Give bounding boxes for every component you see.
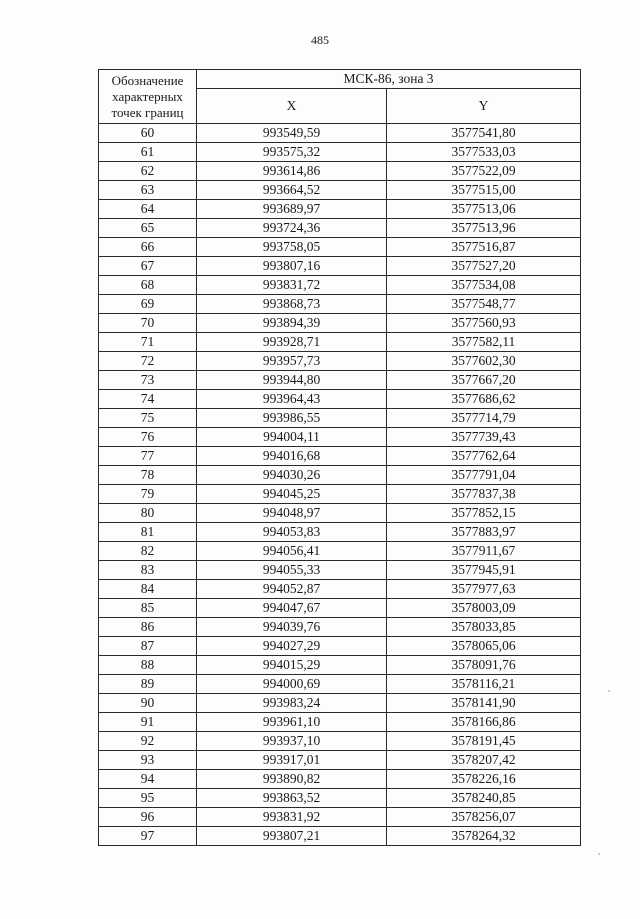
table-row <box>99 409 581 428</box>
x-coordinate-cell: 993890,82 <box>197 770 387 789</box>
point-number-cell: 75 <box>99 409 197 428</box>
table-row <box>99 694 581 713</box>
table-row <box>99 200 581 219</box>
y-coordinate-cell: 3577714,79 <box>387 409 581 428</box>
point-number-cell: 90 <box>99 694 197 713</box>
table-row <box>99 618 581 637</box>
y-coordinate-cell: 3578003,09 <box>387 599 581 618</box>
point-number-cell: 97 <box>99 827 197 846</box>
x-coordinate-cell: 993986,55 <box>197 409 387 428</box>
table-row <box>99 124 581 143</box>
point-number-cell: 96 <box>99 808 197 827</box>
point-number-cell: 92 <box>99 732 197 751</box>
point-number-cell: 61 <box>99 143 197 162</box>
table-row <box>99 371 581 390</box>
point-number-cell: 69 <box>99 295 197 314</box>
y-coordinate-cell: 3577977,63 <box>387 580 581 599</box>
y-coordinate-cell: 3578141,90 <box>387 694 581 713</box>
point-number-cell: 72 <box>99 352 197 371</box>
y-coordinate-cell: 3577837,38 <box>387 485 581 504</box>
point-number-cell: 68 <box>99 276 197 295</box>
y-coordinate-cell: 3577527,20 <box>387 257 581 276</box>
point-number-cell: 83 <box>99 561 197 580</box>
point-number-cell: 84 <box>99 580 197 599</box>
point-number-cell: 86 <box>99 618 197 637</box>
point-number-cell: 73 <box>99 371 197 390</box>
x-coordinate-cell: 993894,39 <box>197 314 387 333</box>
y-coordinate-cell: 3578166,86 <box>387 713 581 732</box>
table-row <box>99 808 581 827</box>
table-row <box>99 504 581 523</box>
table-row <box>99 219 581 238</box>
point-number-cell: 63 <box>99 181 197 200</box>
point-number-cell: 65 <box>99 219 197 238</box>
x-coordinate-cell: 993724,36 <box>197 219 387 238</box>
y-coordinate-cell: 3578264,32 <box>387 827 581 846</box>
point-number-cell: 89 <box>99 675 197 694</box>
x-coordinate-cell: 993664,52 <box>197 181 387 200</box>
point-number-cell: 93 <box>99 751 197 770</box>
y-coordinate-cell: 3577602,30 <box>387 352 581 371</box>
x-coordinate-cell: 993983,24 <box>197 694 387 713</box>
scan-speck <box>598 853 600 855</box>
table-row <box>99 181 581 200</box>
point-number-cell: 82 <box>99 542 197 561</box>
y-coordinate-cell: 3577513,06 <box>387 200 581 219</box>
y-coordinate-cell: 3578191,45 <box>387 732 581 751</box>
y-coordinate-cell: 3578033,85 <box>387 618 581 637</box>
y-coordinate-cell: 3578256,07 <box>387 808 581 827</box>
x-coordinate-cell: 994027,29 <box>197 637 387 656</box>
table-row <box>99 162 581 181</box>
table-row <box>99 352 581 371</box>
x-coordinate-cell: 994053,83 <box>197 523 387 542</box>
point-number-cell: 67 <box>99 257 197 276</box>
x-coordinate-cell: 994055,33 <box>197 561 387 580</box>
coordinates-table <box>98 69 581 846</box>
y-coordinate-cell: 3577534,08 <box>387 276 581 295</box>
x-coordinate-cell: 994052,87 <box>197 580 387 599</box>
y-coordinate-cell: 3577533,03 <box>387 143 581 162</box>
table-row <box>99 675 581 694</box>
x-coordinate-cell: 993831,72 <box>197 276 387 295</box>
table-row <box>99 827 581 846</box>
y-coordinate-cell: 3577911,67 <box>387 542 581 561</box>
y-coordinate-cell: 3577548,77 <box>387 295 581 314</box>
x-coordinate-cell: 993758,05 <box>197 238 387 257</box>
x-coordinate-cell: 993807,21 <box>197 827 387 846</box>
table-row <box>99 732 581 751</box>
table-row <box>99 466 581 485</box>
table-row <box>99 295 581 314</box>
x-coordinate-cell: 993957,73 <box>197 352 387 371</box>
table-row <box>99 390 581 409</box>
x-coordinate-cell: 993944,80 <box>197 371 387 390</box>
x-coordinate-cell: 994056,41 <box>197 542 387 561</box>
point-number-cell: 87 <box>99 637 197 656</box>
table-row <box>99 143 581 162</box>
page-number: 485 <box>311 33 329 47</box>
header-y: Y <box>387 89 581 124</box>
point-number-cell: 60 <box>99 124 197 143</box>
table-row <box>99 580 581 599</box>
coordinates-table-body <box>99 124 581 846</box>
table-row <box>99 257 581 276</box>
y-coordinate-cell: 3577541,80 <box>387 124 581 143</box>
x-coordinate-cell: 993937,10 <box>197 732 387 751</box>
point-number-cell: 70 <box>99 314 197 333</box>
x-coordinate-cell: 993964,43 <box>197 390 387 409</box>
point-number-cell: 85 <box>99 599 197 618</box>
table-row <box>99 713 581 732</box>
y-coordinate-cell: 3577513,96 <box>387 219 581 238</box>
point-number-cell: 74 <box>99 390 197 409</box>
x-coordinate-cell: 993961,10 <box>197 713 387 732</box>
table-row <box>99 637 581 656</box>
point-number-cell: 95 <box>99 789 197 808</box>
y-coordinate-cell: 3577686,62 <box>387 390 581 409</box>
point-number-cell: 81 <box>99 523 197 542</box>
y-coordinate-cell: 3577560,93 <box>387 314 581 333</box>
y-coordinate-cell: 3577945,91 <box>387 561 581 580</box>
header-points: Обозначение характерных точек границ <box>99 70 197 124</box>
table-row <box>99 789 581 808</box>
point-number-cell: 71 <box>99 333 197 352</box>
table-row <box>99 542 581 561</box>
point-number-cell: 62 <box>99 162 197 181</box>
y-coordinate-cell: 3578226,16 <box>387 770 581 789</box>
table-row <box>99 276 581 295</box>
header-x: X <box>197 89 387 124</box>
x-coordinate-cell: 993807,16 <box>197 257 387 276</box>
x-coordinate-cell: 994045,25 <box>197 485 387 504</box>
x-coordinate-cell: 993928,71 <box>197 333 387 352</box>
y-coordinate-cell: 3577762,64 <box>387 447 581 466</box>
point-number-cell: 66 <box>99 238 197 257</box>
y-coordinate-cell: 3577515,00 <box>387 181 581 200</box>
table-row <box>99 561 581 580</box>
x-coordinate-cell: 993549,59 <box>197 124 387 143</box>
x-coordinate-cell: 994048,97 <box>197 504 387 523</box>
table-row <box>99 523 581 542</box>
y-coordinate-cell: 3578065,06 <box>387 637 581 656</box>
y-coordinate-cell: 3577791,04 <box>387 466 581 485</box>
table-row <box>99 656 581 675</box>
x-coordinate-cell: 993689,97 <box>197 200 387 219</box>
x-coordinate-cell: 994004,11 <box>197 428 387 447</box>
y-coordinate-cell: 3577667,20 <box>387 371 581 390</box>
x-coordinate-cell: 994030,26 <box>197 466 387 485</box>
table-row <box>99 751 581 770</box>
point-number-cell: 78 <box>99 466 197 485</box>
x-coordinate-cell: 993831,92 <box>197 808 387 827</box>
y-coordinate-cell: 3577739,43 <box>387 428 581 447</box>
x-coordinate-cell: 994039,76 <box>197 618 387 637</box>
y-coordinate-cell: 3577516,87 <box>387 238 581 257</box>
table-row <box>99 333 581 352</box>
y-coordinate-cell: 3577852,15 <box>387 504 581 523</box>
table-row <box>99 428 581 447</box>
point-number-cell: 94 <box>99 770 197 789</box>
x-coordinate-cell: 993917,01 <box>197 751 387 770</box>
point-number-cell: 64 <box>99 200 197 219</box>
table-row <box>99 485 581 504</box>
x-coordinate-cell: 994047,67 <box>197 599 387 618</box>
y-coordinate-cell: 3578207,42 <box>387 751 581 770</box>
y-coordinate-cell: 3577582,11 <box>387 333 581 352</box>
point-number-cell: 79 <box>99 485 197 504</box>
table-row <box>99 599 581 618</box>
y-coordinate-cell: 3578116,21 <box>387 675 581 694</box>
point-number-cell: 77 <box>99 447 197 466</box>
point-number-cell: 76 <box>99 428 197 447</box>
header-coordinate-system: МСК-86, зона 3 <box>197 70 581 89</box>
x-coordinate-cell: 993575,32 <box>197 143 387 162</box>
x-coordinate-cell: 993868,73 <box>197 295 387 314</box>
point-number-cell: 80 <box>99 504 197 523</box>
x-coordinate-cell: 994016,68 <box>197 447 387 466</box>
table-row <box>99 238 581 257</box>
y-coordinate-cell: 3577883,97 <box>387 523 581 542</box>
y-coordinate-cell: 3577522,09 <box>387 162 581 181</box>
table-row <box>99 770 581 789</box>
point-number-cell: 91 <box>99 713 197 732</box>
scan-speck <box>608 690 610 692</box>
point-number-cell: 88 <box>99 656 197 675</box>
y-coordinate-cell: 3578091,76 <box>387 656 581 675</box>
x-coordinate-cell: 993863,52 <box>197 789 387 808</box>
x-coordinate-cell: 994000,69 <box>197 675 387 694</box>
x-coordinate-cell: 994015,29 <box>197 656 387 675</box>
x-coordinate-cell: 993614,86 <box>197 162 387 181</box>
table-row <box>99 447 581 466</box>
y-coordinate-cell: 3578240,85 <box>387 789 581 808</box>
table-row <box>99 314 581 333</box>
